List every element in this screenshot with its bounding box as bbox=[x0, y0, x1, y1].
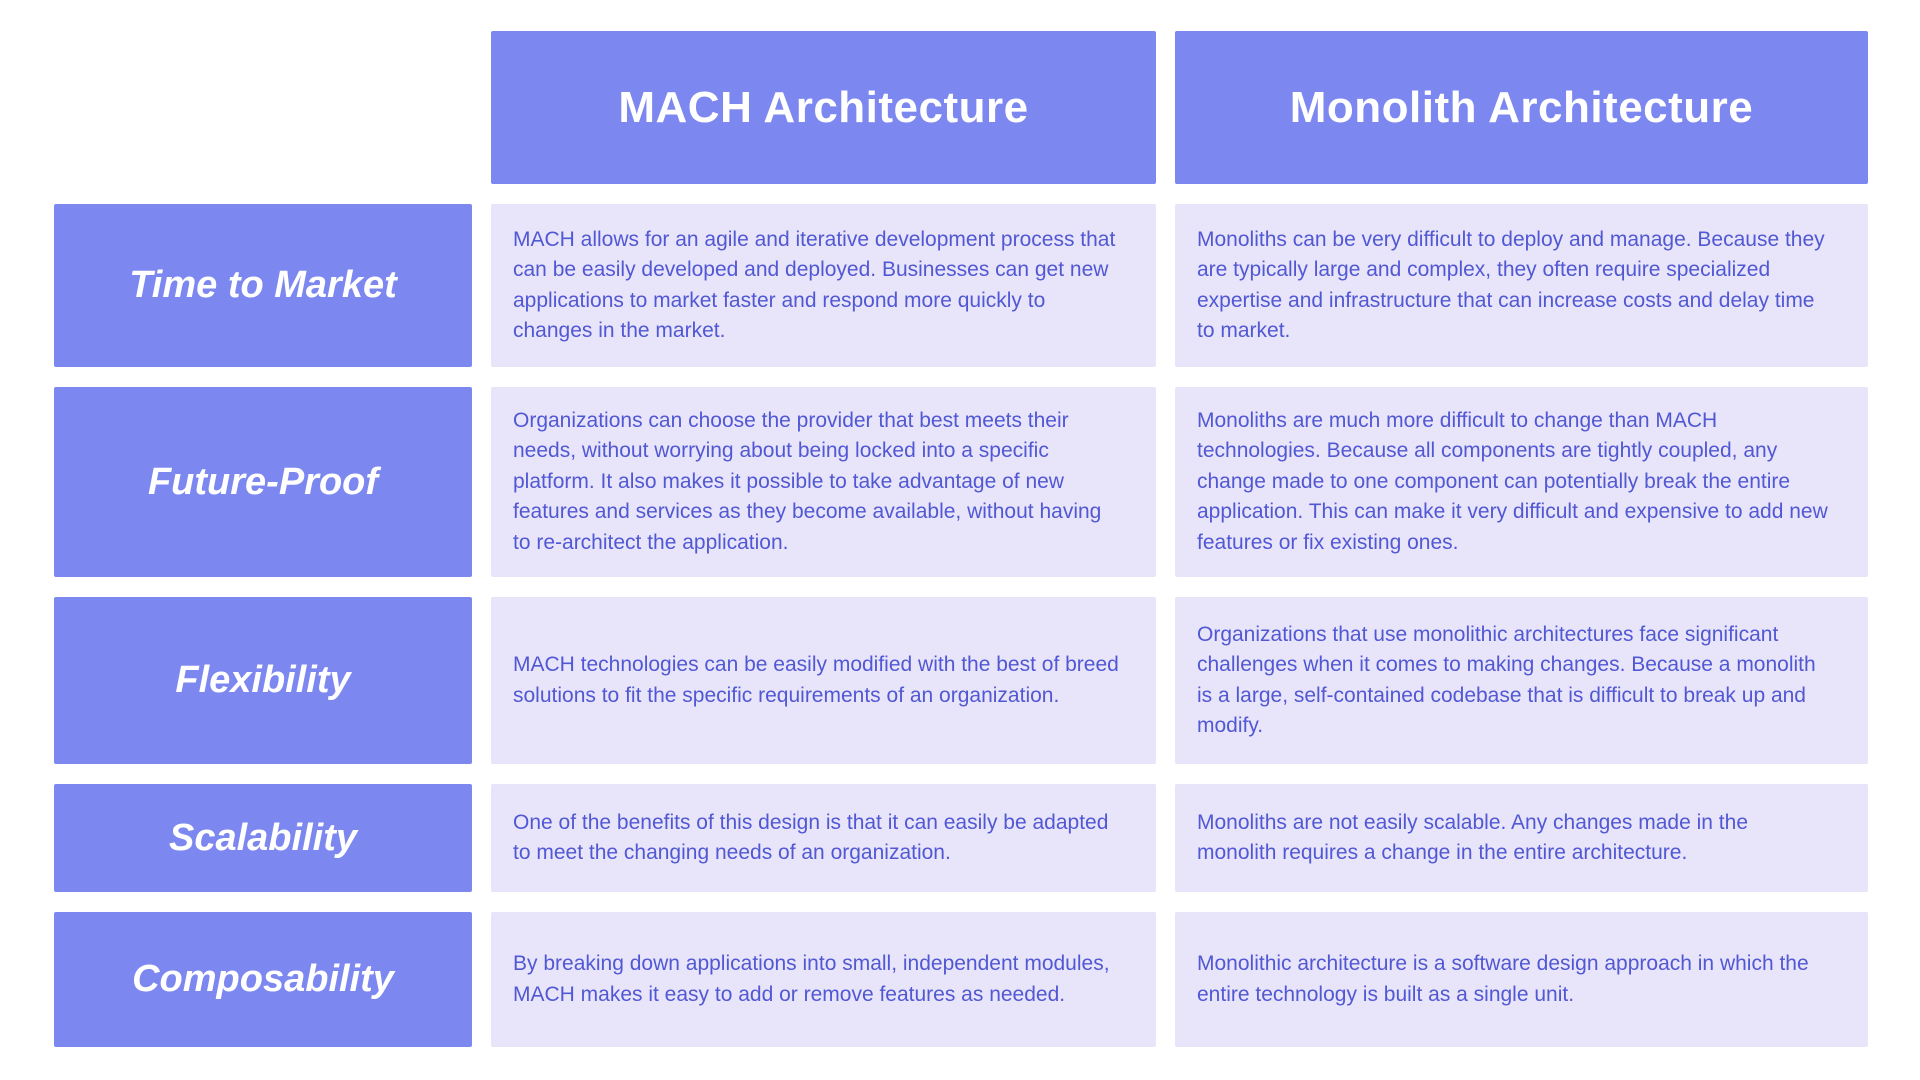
column-header-mach: MACH Architecture bbox=[491, 31, 1156, 184]
row-label-composability: Composability bbox=[54, 912, 472, 1047]
cell-monolith-composability: Monolithic architecture is a software design approach in which the entire technology is built as a single unit. bbox=[1175, 912, 1868, 1047]
corner-spacer bbox=[54, 31, 472, 184]
cell-monolith-future-proof: Monoliths are much more difficult to change than MACH technologies. Because all components are tightly coupled, any change made to one component can potentially break the entire application. This can make it very difficult and expensive to add new features or fix existing ones. bbox=[1175, 387, 1868, 577]
cell-mach-time-to-market: MACH allows for an agile and iterative development process that can be easily developed and deployed. Businesses can get new applications to market faster and respond more quickly to changes in the market. bbox=[491, 204, 1156, 367]
cell-mach-composability: By breaking down applications into small, independent modules, MACH makes it easy to add or remove features as needed. bbox=[491, 912, 1156, 1047]
cell-monolith-flexibility: Organizations that use monolithic architectures face significant challenges when it comes to making changes. Because a monolith is a large, self-contained codebase that is difficult to break up and modify. bbox=[1175, 597, 1868, 764]
cell-mach-flexibility: MACH technologies can be easily modified with the best of breed solutions to fit the specific requirements of an organization. bbox=[491, 597, 1156, 764]
row-label-time-to-market: Time to Market bbox=[54, 204, 472, 367]
comparison-table bbox=[54, 31, 1868, 1047]
cell-mach-scalability: One of the benefits of this design is that it can easily be adapted to meet the changing needs of an organization. bbox=[491, 784, 1156, 892]
comparison-grid bbox=[54, 31, 1868, 1047]
cell-monolith-scalability: Monoliths are not easily scalable. Any changes made in the monolith requires a change in the entire architecture. bbox=[1175, 784, 1868, 892]
cell-mach-future-proof: Organizations can choose the provider that best meets their needs, without worrying about being locked into a specific platform. It also makes it possible to take advantage of new features and services as they become available, without having to re-architect the application. bbox=[491, 387, 1156, 577]
row-label-flexibility: Flexibility bbox=[54, 597, 472, 764]
column-header-monolith: Monolith Architecture bbox=[1175, 31, 1868, 184]
row-label-future-proof: Future-Proof bbox=[54, 387, 472, 577]
cell-monolith-time-to-market: Monoliths can be very difficult to deploy and manage. Because they are typically large and complex, they often require specialized expertise and infrastructure that can increase costs and delay time to market. bbox=[1175, 204, 1868, 367]
row-label-scalability: Scalability bbox=[54, 784, 472, 892]
